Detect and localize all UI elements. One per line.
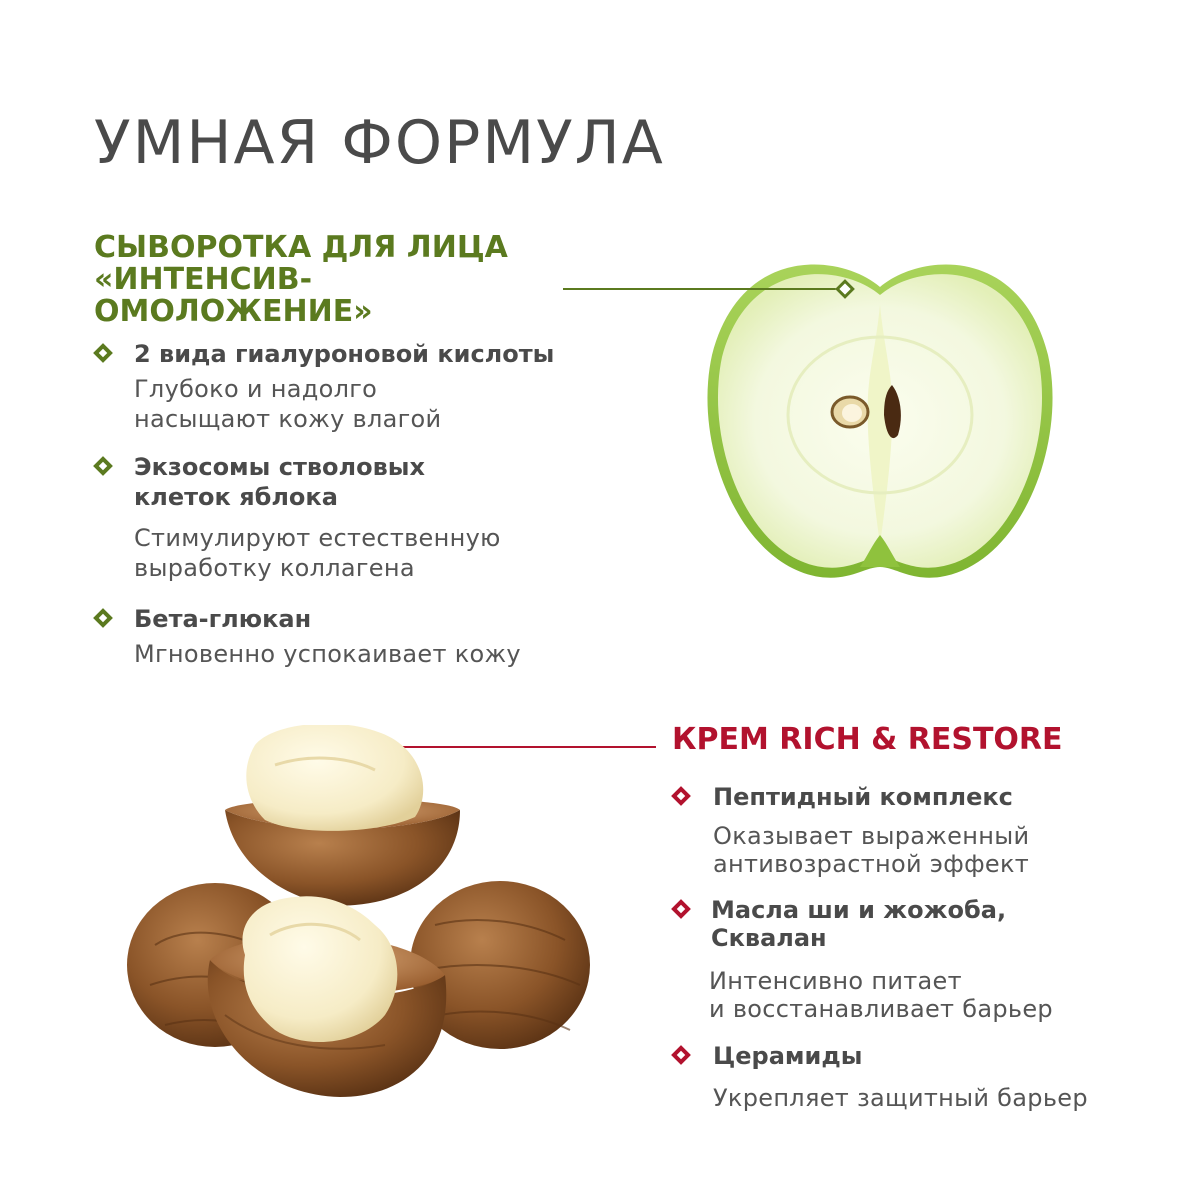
serum-item-title: Бета-глюкан [134, 605, 312, 633]
serum-item-desc-line: выработку коллагена [134, 554, 415, 582]
serum-connector-line [563, 288, 845, 290]
cream-item-title: Церамиды [713, 1042, 863, 1070]
shea-nuts-image [125, 725, 595, 1115]
serum-item-title-line: Экзосомы стволовых [134, 453, 425, 481]
cream-item-title-line: Масла ши и жожоба, [711, 896, 1007, 924]
apple-half-image [700, 245, 1060, 585]
cream-item-title: Пептидный комплекс [713, 783, 1013, 811]
diamond-bullet-icon [671, 1045, 691, 1065]
cream-item-desc-line: Укрепляет защитный барьер [713, 1084, 1088, 1112]
serum-item-desc-line: Мгновенно успокаивает кожу [134, 640, 521, 668]
serum-item-desc [134, 523, 501, 583]
cream-item-desc [709, 967, 1053, 1023]
serum-title-line2: «ИНТЕНСИВ-ОМОЛОЖЕНИЕ» [94, 262, 373, 329]
diamond-bullet-icon [671, 786, 691, 806]
serum-item-title [134, 452, 425, 512]
page-title: УМНАЯ ФОРМУЛА [94, 108, 665, 178]
serum-title [94, 232, 564, 328]
serum-title-line1: СЫВОРОТКА ДЛЯ ЛИЦА [94, 230, 508, 265]
cream-item-desc-line: антивозрастной эффект [713, 850, 1030, 878]
serum-item-title: 2 вида гиалуроновой кислоты [134, 340, 555, 368]
diamond-bullet-icon [93, 343, 113, 363]
serum-item-desc-line: насыщают кожу влагой [134, 405, 442, 433]
cream-item-desc [713, 822, 1029, 878]
serum-item-desc [134, 639, 521, 669]
diamond-bullet-icon [671, 899, 691, 919]
cream-item-desc-line: Оказывает выраженный [713, 822, 1030, 850]
cream-item-desc [713, 1083, 1088, 1113]
serum-item-desc-line: Стимулируют естественную [134, 524, 501, 552]
cream-item-title [711, 896, 1006, 952]
serum-item-title-line: клеток яблока [134, 483, 338, 511]
cream-item-desc-line: и восстанавливает барьер [709, 995, 1053, 1023]
diamond-bullet-icon [93, 456, 113, 476]
cream-item-desc-line: Интенсивно питает [709, 967, 962, 995]
cream-title: КРЕМ RICH & RESTORE [672, 722, 1063, 757]
cream-item-title-line: Сквалан [711, 924, 827, 952]
serum-item-desc [134, 374, 441, 434]
diamond-bullet-icon [93, 608, 113, 628]
serum-item-desc-line: Глубоко и надолго [134, 375, 378, 403]
